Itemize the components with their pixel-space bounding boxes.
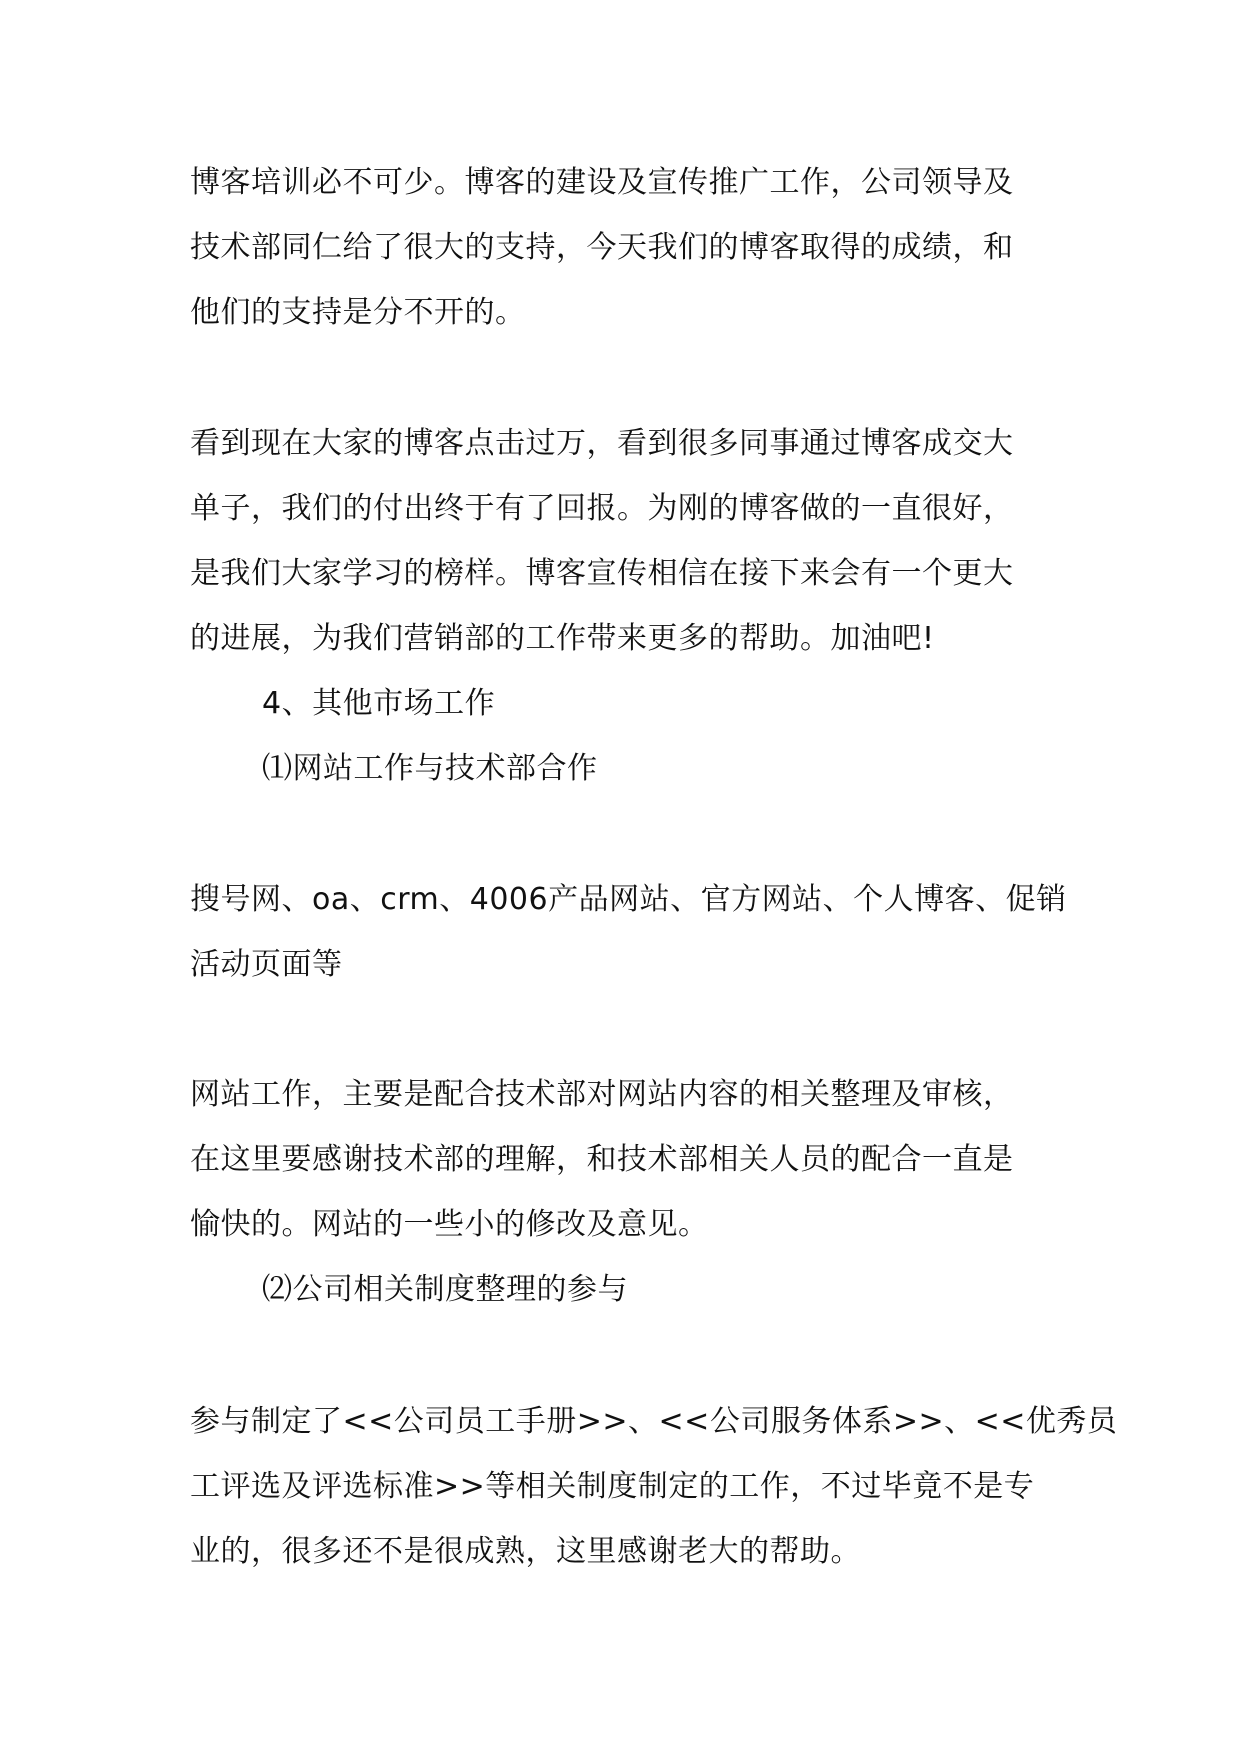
paragraph-line: 愉快的。网站的一些小的修改及意见。	[190, 1207, 709, 1242]
paragraph-line: 搜号网、oa、crm、4006产品网站、官方网站、个人博客、促销	[190, 882, 1067, 917]
subsection-heading: ⑴网站工作与技术部合作	[262, 751, 598, 786]
paragraph-line: 的进展，为我们营销部的工作带来更多的帮助。加油吧!	[190, 621, 935, 656]
paragraph-line: 业的，很多还不是很成熟，这里感谢老大的帮助。	[190, 1534, 861, 1569]
paragraph-line: 是我们大家学习的榜样。博客宣传相信在接下来会有一个更大	[190, 556, 1014, 591]
paragraph-line: 博客培训必不可少。博客的建设及宣传推广工作，公司领导及	[190, 165, 1014, 200]
paragraph-line: 看到现在大家的博客点击过万，看到很多同事通过博客成交大	[190, 426, 1014, 461]
subsection-heading: ⑵公司相关制度整理的参与	[262, 1272, 628, 1307]
paragraph-line: 在这里要感谢技术部的理解，和技术部相关人员的配合一直是	[190, 1142, 1014, 1177]
paragraph-line: 单子，我们的付出终于有了回报。为刚的博客做的一直很好，	[190, 491, 1014, 526]
paragraph-line: 活动页面等	[190, 947, 343, 982]
paragraph-line: 工评选及评选标准>>等相关制度制定的工作，不过毕竟不是专	[190, 1469, 1035, 1504]
paragraph-line: 技术部同仁给了很大的支持，今天我们的博客取得的成绩，和	[190, 230, 1014, 265]
section-heading: 4、其他市场工作	[262, 686, 496, 721]
paragraph-line: 网站工作，主要是配合技术部对网站内容的相关整理及审核，	[190, 1077, 1014, 1112]
paragraph-line: 他们的支持是分不开的。	[190, 295, 526, 330]
paragraph-line: 参与制定了<<公司员工手册>>、<<公司服务体系>>、<<优秀员	[190, 1404, 1118, 1439]
